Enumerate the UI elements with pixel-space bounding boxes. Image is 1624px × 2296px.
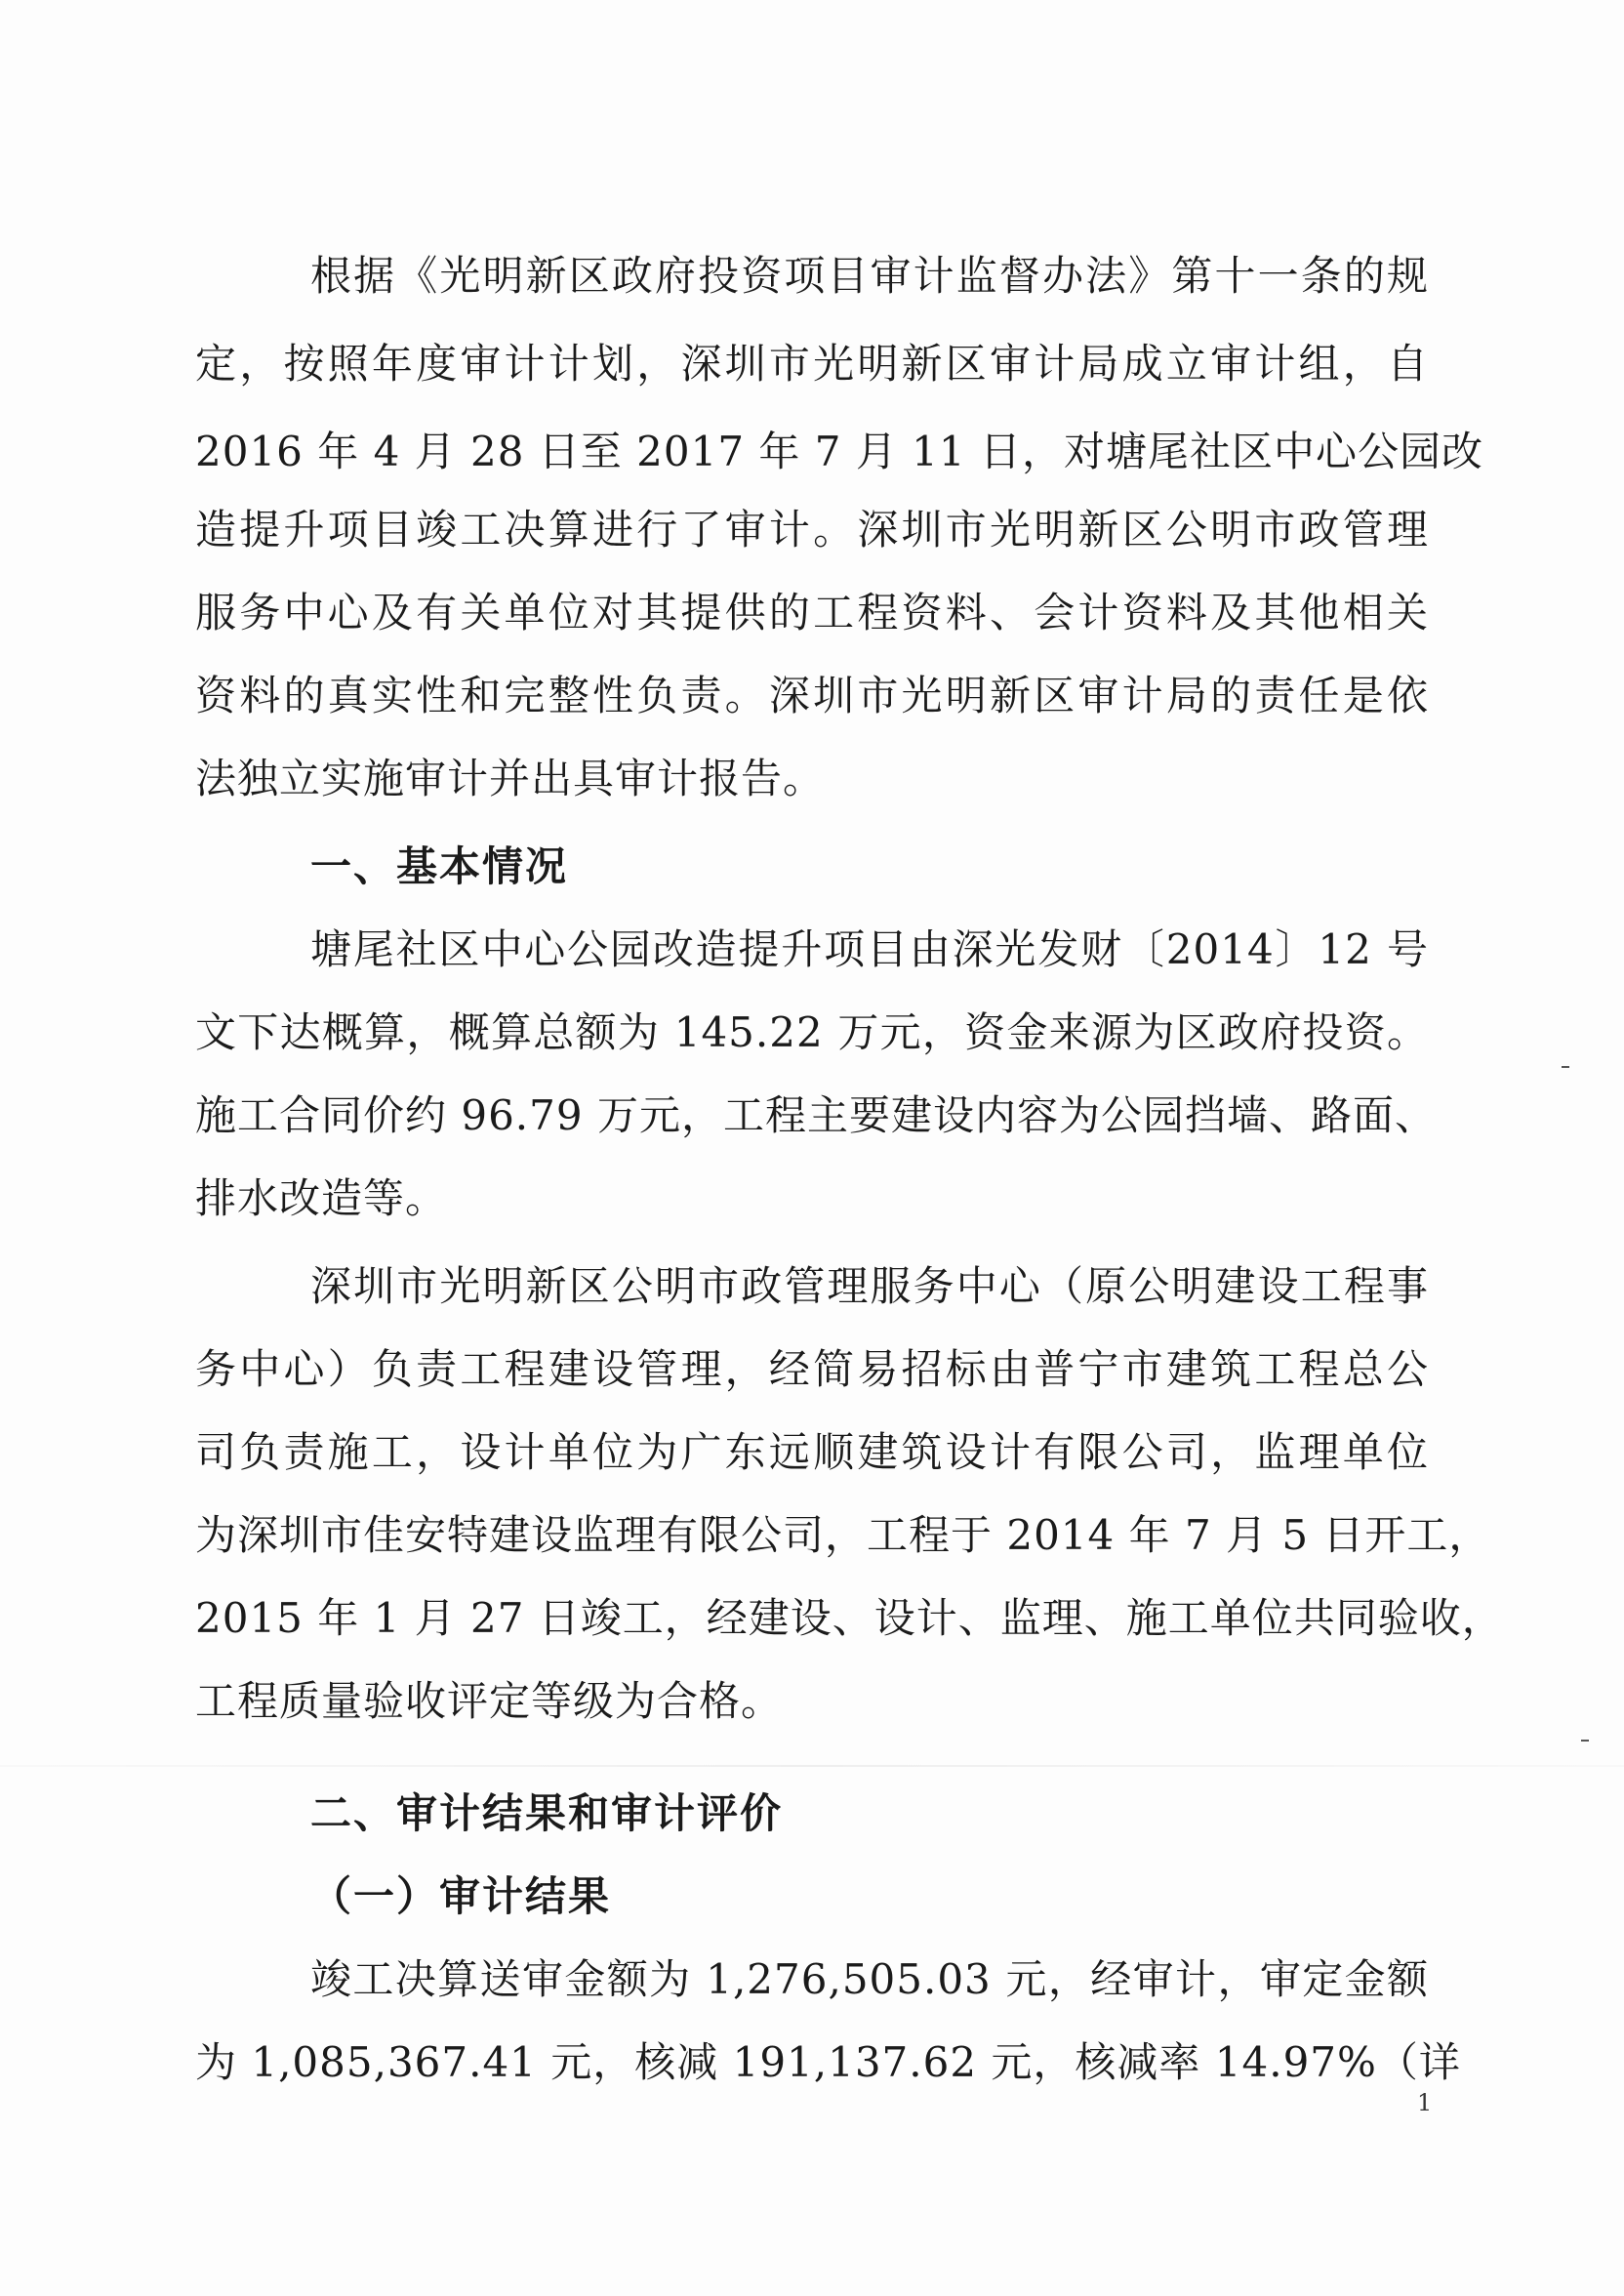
paragraph-1-line-4: 造提升项目竣工决算进行了审计。深圳市光明新区公明市政管理	[195, 506, 1429, 554]
scan-speck	[1562, 1066, 1569, 1068]
paragraph-3-line-2: 务中心）负责工程建设管理，经简易招标由普宁市建筑工程总公	[195, 1345, 1429, 1393]
paragraph-1-line-6: 资料的真实性和完整性负责。深圳市光明新区审计局的责任是依	[195, 672, 1429, 719]
section-heading-audit-results: 二、审计结果和审计评价	[310, 1789, 784, 1837]
page-number: 1	[1417, 2089, 1433, 2116]
paragraph-3-line-6: 工程质量验收评定等级为合格。	[195, 1677, 784, 1725]
section-heading-basic-info: 一、基本情况	[310, 842, 569, 890]
paragraph-4-line-2: 为 1,085,367.41 元，核减 191,137.62 元，核减率 14.97%（详	[195, 2038, 1461, 2086]
paragraph-1-line-5: 服务中心及有关单位对其提供的工程资料、会计资料及其他相关	[195, 589, 1429, 636]
paragraph-1-line-2: 定，按照年度审计计划，深圳市光明新区审计局成立审计组，自	[195, 340, 1429, 388]
paragraph-3-line-4: 为深圳市佳安特建设监理有限公司，工程于 2014 年 7 月 5 日开工，	[195, 1511, 1491, 1559]
paragraph-2-line-3: 施工合同价约 96.79 万元，工程主要建设内容为公园挡墙、路面、	[195, 1091, 1437, 1139]
scan-fold-line	[0, 1765, 1624, 1767]
paragraph-2-line-1: 塘尾社区中心公园改造提升项目由深光发财〔2014〕12 号	[310, 925, 1429, 973]
paragraph-3-line-1: 深圳市光明新区公明市政管理服务中心（原公明建设工程事	[310, 1262, 1429, 1310]
paragraph-2-line-4: 排水改造等。	[195, 1174, 448, 1222]
scan-speck	[1581, 1740, 1589, 1742]
paragraph-1-line-1: 根据《光明新区政府投资项目审计监督办法》第十一条的规	[310, 252, 1429, 300]
paragraph-3-line-3: 司负责施工，设计单位为广东远顺建筑设计有限公司，监理单位	[195, 1428, 1429, 1476]
paragraph-1-line-3: 2016 年 4 月 28 日至 2017 年 7 月 11 日，对塘尾社区中心公园改	[195, 428, 1483, 475]
paragraph-2-line-2: 文下达概算，概算总额为 145.22 万元，资金来源为区政府投资。	[195, 1008, 1429, 1056]
paragraph-3-line-5: 2015 年 1 月 27 日竣工，经建设、设计、监理、施工单位共同验收，	[195, 1594, 1504, 1642]
paragraph-1-line-7: 法独立实施审计并出具审计报告。	[195, 755, 826, 802]
paragraph-4-line-1: 竣工决算送审金额为 1,276,505.03 元，经审计，审定金额	[310, 1955, 1429, 2003]
subsection-heading-audit-results: （一）审计结果	[310, 1872, 612, 1920]
